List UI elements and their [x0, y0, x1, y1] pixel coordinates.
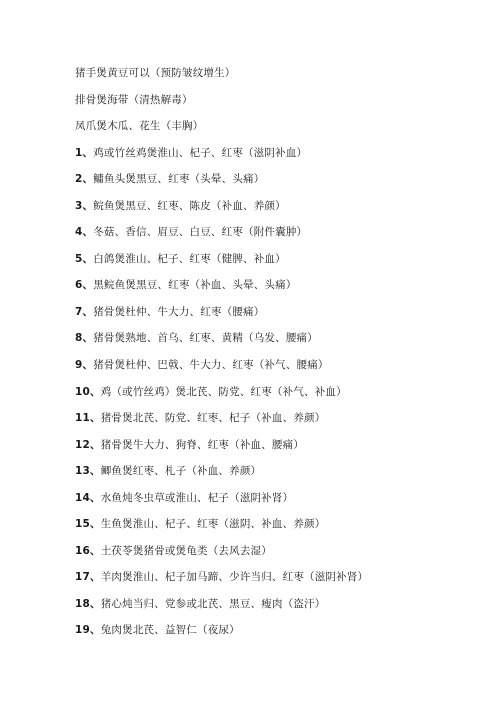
item-number: 17、 — [75, 571, 101, 584]
list-item — [75, 383, 368, 410]
item-number: 15、 — [75, 518, 101, 531]
item-text: 冬菇、香信、眉豆、白豆、红枣（附件囊肿） — [93, 226, 308, 239]
item-number: 18、 — [75, 597, 101, 610]
item-number: 5、 — [75, 252, 94, 265]
item-number: 8、 — [75, 332, 94, 345]
item-number: 13、 — [75, 465, 101, 478]
list-item — [75, 595, 368, 622]
item-text: 鳙鱼头煲黑豆、红枣（头晕、头痛） — [93, 173, 265, 186]
item-number: 4、 — [75, 226, 94, 239]
item-text: 羊肉煲淮山、杞子加马蹄、少许当归、红枣（滋阴补肾） — [100, 571, 369, 584]
item-number: 12、 — [75, 438, 101, 451]
item-number: 14、 — [75, 491, 101, 504]
item-text: 水鱼炖冬虫草或淮山、杞子（滋阴补肾） — [100, 491, 294, 504]
intro-line: 排骨煲海带（清热解毒） — [75, 93, 193, 106]
item-number: 1、 — [75, 146, 94, 159]
item-text: 猪骨煲北芪、防党、红枣、杞子（补血、养颜） — [100, 412, 326, 425]
item-text: 猪心炖当归、党参或北芪、黑豆、瘦肉（盗汗） — [100, 597, 326, 610]
list-item — [75, 409, 368, 436]
item-text: 猪骨煲杜仲、牛大力、红枣（腰痛） — [93, 305, 265, 318]
list-item — [75, 462, 368, 489]
item-number: 11、 — [75, 412, 101, 425]
item-text: 猪骨煲牛大力、狗脊、红枣（补血、腰痛） — [100, 438, 305, 451]
recipe-list — [75, 64, 368, 648]
item-number: 6、 — [75, 279, 94, 292]
item-text: 土茯苓煲猪骨或煲龟类（去风去湿） — [100, 544, 272, 557]
item-number: 2、 — [75, 173, 94, 186]
item-text: 猪骨煲杜仲、巴戟、牛大力、红枣（补气、腰痛） — [93, 359, 329, 372]
list-item — [75, 170, 368, 197]
list-item — [75, 223, 368, 250]
item-number: 3、 — [75, 199, 94, 212]
item-text: 白鸽煲淮山、杞子、红枣（健脾、补血） — [93, 252, 286, 265]
list-item — [75, 197, 368, 224]
item-text: 鸡（或竹丝鸡）煲北芪、防党、红枣（补气、补血） — [100, 385, 347, 398]
list-item — [75, 436, 368, 463]
item-text: 黑鲩鱼煲黑豆、红枣（补血、头晕、头痛） — [93, 279, 297, 292]
item-number: 19、 — [75, 624, 101, 637]
item-text: 鸡或竹丝鸡煲淮山、杞子、红枣（滋阴补血） — [93, 146, 308, 159]
list-item — [75, 250, 368, 277]
item-text: 猪骨煲熟地、首乌、红枣、黄精（乌发、腰痛） — [93, 332, 318, 345]
item-number: 16、 — [75, 544, 101, 557]
item-text: 鲩鱼煲黑豆、红枣、陈皮（补血、养颜） — [93, 199, 286, 212]
item-number: 9、 — [75, 359, 94, 372]
item-text: 鲫鱼煲红枣、札子（补血、养颜） — [100, 465, 262, 478]
item-number: 10、 — [75, 385, 101, 398]
list-item — [75, 515, 368, 542]
list-item — [75, 303, 368, 330]
list-item — [75, 356, 368, 383]
list-item — [75, 621, 368, 648]
list-item — [75, 568, 368, 595]
item-text: 生鱼煲淮山、杞子、红枣（滋阴、补血、养颜） — [100, 518, 326, 531]
item-number: 7、 — [75, 305, 94, 318]
list-item — [75, 276, 368, 303]
intro-line: 凤爪煲木瓜、花生（丰胸） — [75, 120, 204, 133]
list-item — [75, 144, 368, 171]
item-text: 兔肉煲北芪、益智仁（夜尿） — [100, 624, 240, 637]
list-item — [75, 489, 368, 516]
list-item — [75, 329, 368, 356]
intro-line: 猪手煲黄豆可以（预防皱纹增生） — [75, 67, 236, 79]
list-item — [75, 542, 368, 569]
